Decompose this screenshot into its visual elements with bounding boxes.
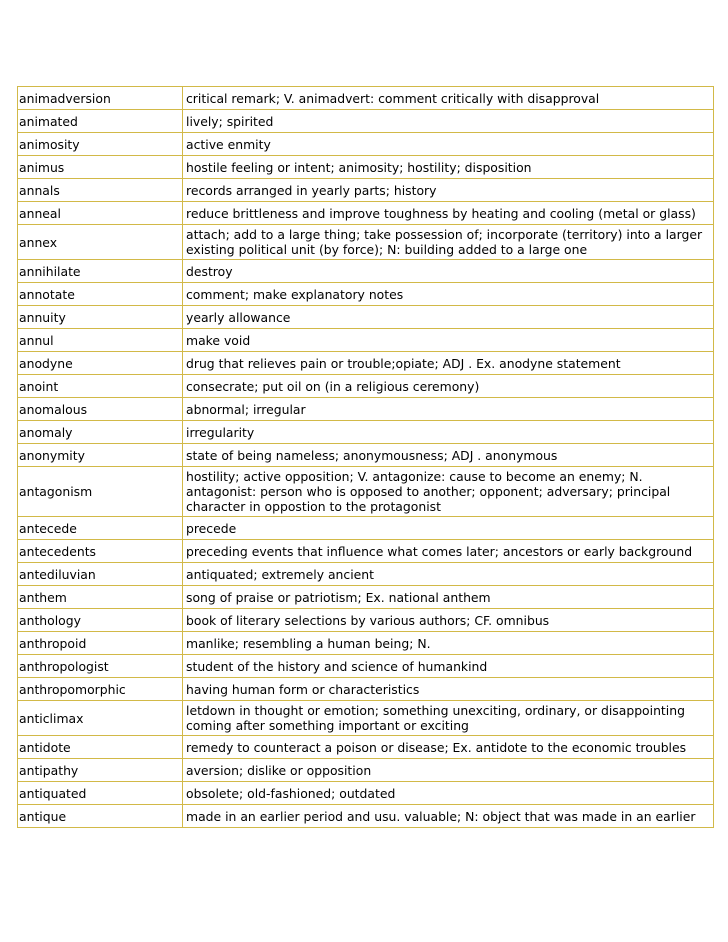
term-cell: animated	[18, 110, 183, 133]
definition-cell: attach; add to a large thing; take possession of; incorporate (territory) into a larger existing political unit (by force); N: building added to a large one	[183, 225, 714, 260]
term-cell: antidote	[18, 736, 183, 759]
term-cell: annihilate	[18, 260, 183, 283]
table-row	[18, 586, 714, 609]
table-row	[18, 87, 714, 110]
term-cell: anoint	[18, 375, 183, 398]
table-row	[18, 678, 714, 701]
definition-cell: irregularity	[183, 421, 714, 444]
definition-cell: aversion; dislike or opposition	[183, 759, 714, 782]
table-row	[18, 225, 714, 260]
definition-cell: preceding events that influence what comes later; ancestors or early background	[183, 540, 714, 563]
definition-cell: song of praise or patriotism; Ex. national anthem	[183, 586, 714, 609]
definition-cell: obsolete; old-fashioned; outdated	[183, 782, 714, 805]
term-cell: anonymity	[18, 444, 183, 467]
definition-cell: consecrate; put oil on (in a religious ceremony)	[183, 375, 714, 398]
term-cell: anomaly	[18, 421, 183, 444]
term-cell: anthem	[18, 586, 183, 609]
term-cell: antique	[18, 805, 183, 828]
table-row	[18, 655, 714, 678]
definition-cell: abnormal; irregular	[183, 398, 714, 421]
table-row	[18, 398, 714, 421]
term-cell: anthropologist	[18, 655, 183, 678]
table-row	[18, 375, 714, 398]
term-cell: antipathy	[18, 759, 183, 782]
table-row	[18, 306, 714, 329]
definition-cell: hostility; active opposition; V. antagonize: cause to become an enemy; N. antagonist: person who is opposed to another; opponent; adversary; principal character in oppostion to the protagonist	[183, 467, 714, 517]
definition-cell: made in an earlier period and usu. valuable; N: object that was made in an earlier	[183, 805, 714, 828]
definition-cell: having human form or characteristics	[183, 678, 714, 701]
term-cell: anomalous	[18, 398, 183, 421]
table-row	[18, 736, 714, 759]
term-cell: antagonism	[18, 467, 183, 517]
table-row	[18, 563, 714, 586]
term-cell: annotate	[18, 283, 183, 306]
table-row	[18, 632, 714, 655]
table-row	[18, 759, 714, 782]
table-row	[18, 156, 714, 179]
table-row	[18, 805, 714, 828]
term-cell: annul	[18, 329, 183, 352]
definition-cell: drug that relieves pain or trouble;opiate; ADJ . Ex. anodyne statement	[183, 352, 714, 375]
term-cell: antediluvian	[18, 563, 183, 586]
table-row	[18, 352, 714, 375]
definition-cell: manlike; resembling a human being; N.	[183, 632, 714, 655]
table-row	[18, 540, 714, 563]
table-row	[18, 701, 714, 736]
table-row	[18, 133, 714, 156]
term-cell: anthology	[18, 609, 183, 632]
definition-cell: reduce brittleness and improve toughness by heating and cooling (metal or glass)	[183, 202, 714, 225]
table-row	[18, 329, 714, 352]
table-row	[18, 782, 714, 805]
definition-cell: student of the history and science of humankind	[183, 655, 714, 678]
table-row	[18, 609, 714, 632]
definition-cell: destroy	[183, 260, 714, 283]
term-cell: annex	[18, 225, 183, 260]
table-row	[18, 444, 714, 467]
term-cell: animosity	[18, 133, 183, 156]
definition-cell: hostile feeling or intent; animosity; hostility; disposition	[183, 156, 714, 179]
term-cell: anticlimax	[18, 701, 183, 736]
table-row	[18, 110, 714, 133]
definition-cell: active enmity	[183, 133, 714, 156]
table-row	[18, 283, 714, 306]
table-row	[18, 202, 714, 225]
term-cell: animus	[18, 156, 183, 179]
term-cell: anthropoid	[18, 632, 183, 655]
definition-cell: critical remark; V. animadvert: comment critically with disapproval	[183, 87, 714, 110]
definition-cell: state of being nameless; anonymousness; ADJ . anonymous	[183, 444, 714, 467]
term-cell: anodyne	[18, 352, 183, 375]
definition-cell: lively; spirited	[183, 110, 714, 133]
vocabulary-table	[17, 86, 714, 828]
table-row	[18, 260, 714, 283]
definition-cell: yearly allowance	[183, 306, 714, 329]
definition-cell: antiquated; extremely ancient	[183, 563, 714, 586]
term-cell: annuity	[18, 306, 183, 329]
term-cell: antiquated	[18, 782, 183, 805]
term-cell: anneal	[18, 202, 183, 225]
definition-cell: precede	[183, 517, 714, 540]
term-cell: anthropomorphic	[18, 678, 183, 701]
definition-cell: remedy to counteract a poison or disease; Ex. antidote to the economic troubles	[183, 736, 714, 759]
term-cell: animadversion	[18, 87, 183, 110]
definition-cell: letdown in thought or emotion; something unexciting, ordinary, or disappointing coming after something important or exciting	[183, 701, 714, 736]
definition-cell: comment; make explanatory notes	[183, 283, 714, 306]
term-cell: antecedents	[18, 540, 183, 563]
definition-cell: book of literary selections by various authors; CF. omnibus	[183, 609, 714, 632]
term-cell: antecede	[18, 517, 183, 540]
table-row	[18, 517, 714, 540]
definition-cell: records arranged in yearly parts; history	[183, 179, 714, 202]
table-row	[18, 421, 714, 444]
definition-cell: make void	[183, 329, 714, 352]
table-row	[18, 179, 714, 202]
table-row	[18, 467, 714, 517]
term-cell: annals	[18, 179, 183, 202]
